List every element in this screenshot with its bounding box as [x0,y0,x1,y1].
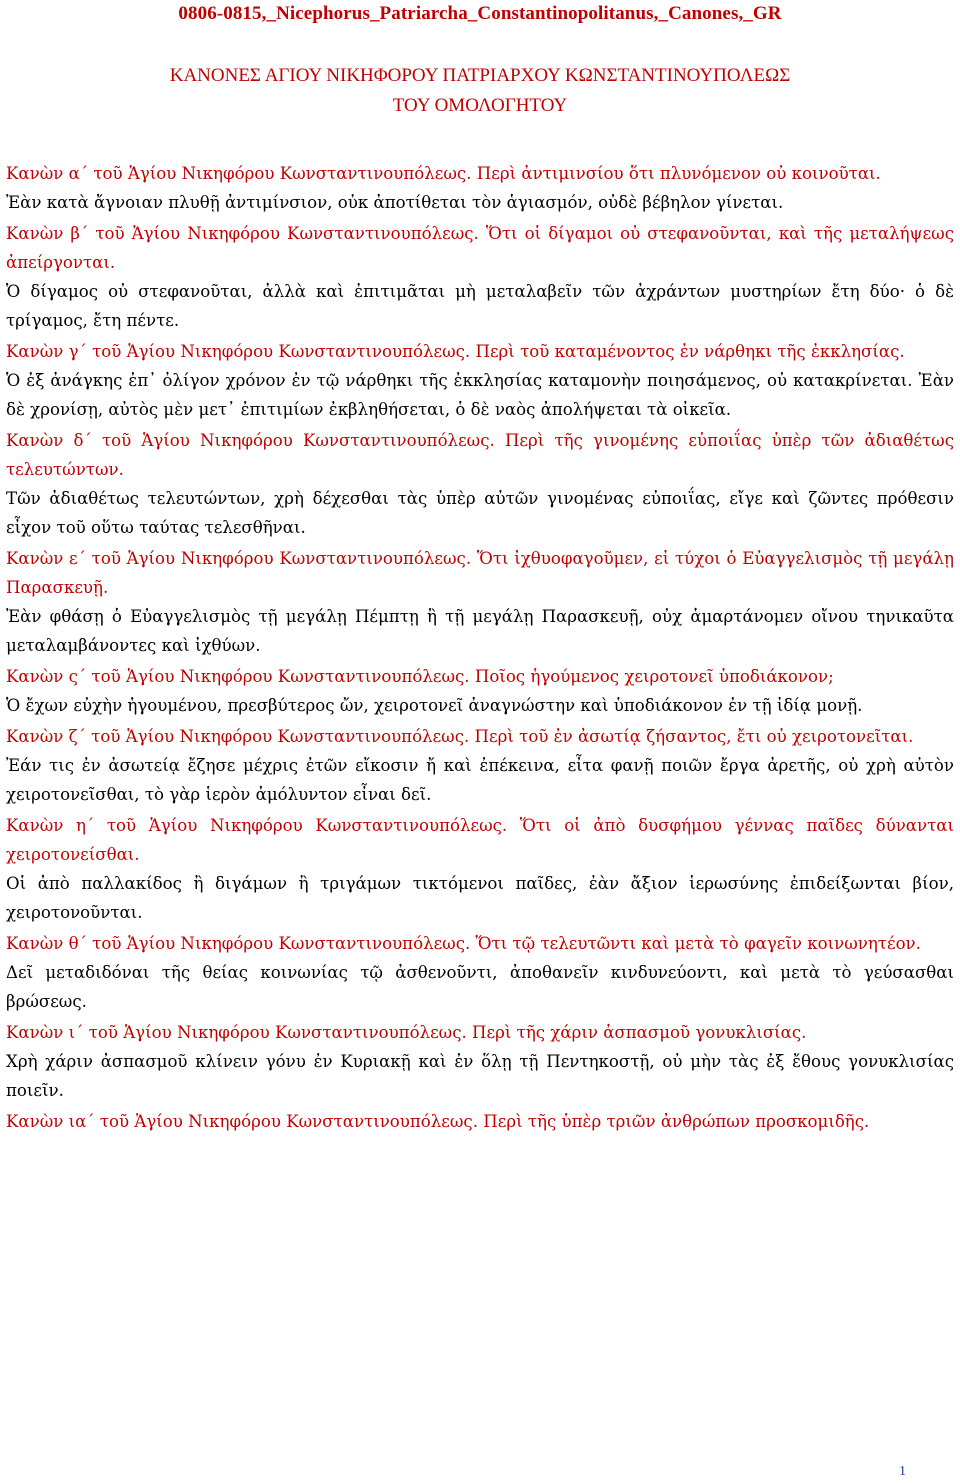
canon-2 [6,219,954,335]
canon-6 [6,662,954,720]
canon-text: Χρὴ χάριν ἀσπασμοῦ κλίνειν γόνυ ἐν Κυριακῇ καὶ ἐν ὅλῃ τῇ Πεντηκοστῇ, οὐ μὴν τὰς ἐξ ἔθους γονυκλισίας ποιεῖν. [6,1052,954,1100]
canon-heading: Κανὼν η´ τοῦ Ἁγίου Νικηφόρου Κωνσταντινουπόλεως. Ὅτι οἱ ἀπὸ δυσφήμου γέννας παῖδες δύνανται χειροτονείσθαι. [6,816,954,864]
canon-text: Οἱ ἀπὸ παλλακίδος ἢ διγάμων ἢ τριγάμων τικτόμενοι παῖδες, ἐὰν ἄξιον ἱερωσύνης ἐπιδείξωνται βίον, χειροτονοῦνται. [6,874,954,922]
canon-heading: Κανὼν θ´ τοῦ Ἁγίου Νικηφόρου Κωνσταντινουπόλεως. Ὅτι τῷ τελευτῶντι καὶ μετὰ τὸ φαγεῖν κοινωνητέον. [6,934,921,953]
canons-list [6,159,954,1136]
canon-11 [6,1107,954,1136]
canon-4 [6,426,954,542]
canon-text: Δεῖ μεταδιδόναι τῆς θείας κοινωνίας τῷ ἀσθενοῦντι, ἀποθανεῖν κινδυνεύοντι, καὶ μετὰ τὸ γεύσασθαι βρώσεως. [6,963,954,1011]
canon-text: Ἐὰν φθάσῃ ὁ Εὐαγγελισμὸς τῇ μεγάλῃ Πέμπτῃ ἢ τῇ μεγάλῃ Παρασκευῇ, οὐχ ἁμαρτάνομεν οἴνου τηνικαῦτα μεταλαμβάνοντες καὶ ἰχθύων. [6,607,954,655]
canon-heading: Κανὼν β´ τοῦ Ἁγίου Νικηφόρου Κωνσταντινουπόλεως. Ὅτι οἱ δίγαμοι οὐ στεφανοῦνται, καὶ τῆς μεταλήψεως ἀπείργονται. [6,224,954,272]
canon-heading: Κανὼν δ´ τοῦ Ἁγίου Νικηφόρου Κωνσταντινουπόλεως. Περὶ τῆς γινομένης εὐποιΐας ὑπὲρ τῶν ἀδιαθέτως τελευτώντων. [6,431,954,479]
canon-1 [6,159,954,217]
canon-text: Ἐάν τις ἐν ἀσωτείᾳ ἔζησε μέχρις ἐτῶν εἴκοσιν ἤ καὶ ἐπέκεινα, εἶτα φανῇ ποιῶν ἔργα ἀρετῆς, οὐ χρὴ αὐτὸν χειροτονεῖσθαι, τὸ γὰρ ἱερὸν ἀμόλυντον εἶναι δεῖ. [6,756,954,804]
canon-text: Ὁ ἐξ ἀνάγκης ἐπ᾽ ὀλίγον χρόνον ἐν τῷ νάρθηκι τῆς ἐκκλησίας καταμονὴν ποιησάμενος, οὐ κατακρίνεται. Ἐὰν δὲ χρονίσῃ, αὐτὸς μὲν μετ᾽ ἐπιτιμίων ἐκβληθήσεται, ὁ δὲ ναὸς ἀπολήψεται τὰ οἰκεῖα. [6,371,954,419]
canon-9 [6,929,954,1016]
page-number: 1 [899,1464,906,1479]
canon-heading: Κανὼν ε´ τοῦ Ἁγίου Νικηφόρου Κωνσταντινουπόλεως. Ὅτι ἰχθυοφαγοῦμεν, εἰ τύχοι ὁ Εὐαγγελισμὸς τῇ μεγάλῃ Παρασκευῇ. [6,549,954,597]
canon-text: Ἐὰν κατὰ ἄγνοιαν πλυθῇ ἀντιμίνσιον, οὐκ ἀποτίθεται τὸν ἁγιασμόν, οὐδὲ βέβηλον γίνεται. [6,193,784,212]
canon-10 [6,1018,954,1105]
canon-text: Ὁ δίγαμος οὐ στεφανοῦται, ἀλλὰ καὶ ἐπιτιμᾶται μὴ μεταλαβεῖν τῶν ἀχράντων μυστηρίων ἔτη δύο· ὁ δὲ τρίγαμος, ἔτη πέντε. [6,282,954,330]
canon-8 [6,811,954,927]
canon-7 [6,722,954,809]
canon-heading: Κανὼν γ´ τοῦ Ἁγίου Νικηφόρου Κωνσταντινουπόλεως. Περὶ τοῦ καταμένοντος ἐν νάρθηκι τῆς ἐκκλησίας. [6,342,905,361]
canon-heading: Κανὼν ι´ τοῦ Ἁγίου Νικηφόρου Κωνσταντινουπόλεως. Περὶ τῆς χάριν ἀσπασμοῦ γονυκλισίας. [6,1023,807,1042]
file-title: 0806-0815,_Nicephorus_Patriarcha_Constantinopolitanus,_Canones,_GR [178,3,782,24]
canon-heading: Κανὼν ια´ τοῦ Ἁγίου Νικηφόρου Κωνσταντινουπόλεως. Περὶ τῆς ὑπὲρ τριῶν ἀνθρώπων προσκομιδῆς. [6,1112,870,1131]
canon-text: Τῶν ἀδιαθέτως τελευτώντων, χρὴ δέχεσθαι τὰς ὑπὲρ αὐτῶν γινομένας εὐποιΐας, εἴγε καὶ ζῶντες πρόθεσιν εἶχον τοῦ οὕτω ταύτας τελεσθῆναι. [6,489,954,537]
title-line-1: ΚΑΝΟΝΕΣ ΑΓΙΟΥ ΝΙΚΗΦΟΡΟΥ ΠΑΤΡΙΑΡΧΟΥ ΚΩΝΣΤΑΝΤΙΝΟΥΠΟΛΕΩΣ [169,65,791,86]
canon-5 [6,544,954,660]
canon-heading: Κανὼν α´ τοῦ Ἁγίου Νικηφόρου Κωνσταντινουπόλεως. Περὶ ἀντιμινσίου ὅτι πλυνόμενον οὐ κοινοῦται. [6,164,881,183]
title-line-2: ΤΟΥ ΟΜΟΛΟΓΗΤΟΥ [392,95,568,116]
canon-heading: Κανὼν ς´ τοῦ Ἁγίου Νικηφόρου Κωνσταντινουπόλεως. Ποῖος ἡγούμενος χειροτονεῖ ὑποδιάκονον; [6,667,834,686]
canon-text: Ὁ ἔχων εὐχὴν ἡγουμένου, πρεσβύτερος ὤν, χειροτονεῖ ἀναγνώστην καὶ ὑποδιάκονον ἐν τῇ ἰδίᾳ μονῇ. [6,696,863,715]
canon-3 [6,337,954,424]
document-title [6,61,954,121]
canon-heading: Κανὼν ζ´ τοῦ Ἁγίου Νικηφόρου Κωνσταντινουπόλεως. Περὶ τοῦ ἐν ἀσωτίᾳ ζήσαντος, ἔτι οὐ χειροτονεῖται. [6,727,914,746]
